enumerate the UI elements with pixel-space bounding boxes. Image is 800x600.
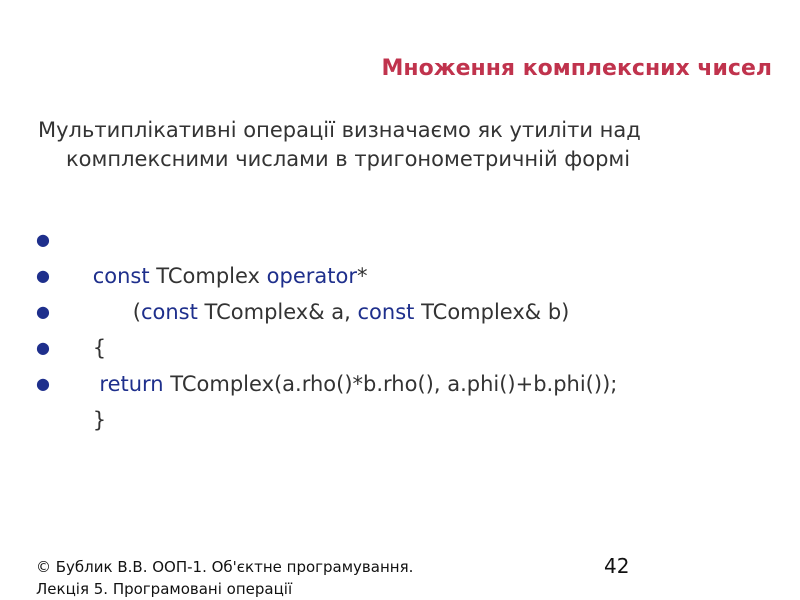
code-keyword: return	[99, 372, 164, 396]
code-text: (	[92, 300, 141, 324]
bullet-icon: ●	[36, 302, 50, 321]
code-keyword: const	[92, 264, 150, 288]
bullet-icon: ●	[36, 266, 50, 285]
code-keyword: const	[357, 300, 415, 324]
slide-title: Множення комплексних чисел	[381, 56, 772, 81]
code-text: TComplex& a,	[197, 300, 358, 324]
code-line-1	[36, 222, 617, 288]
code-line-5	[36, 366, 617, 432]
code-bullet-list	[36, 222, 618, 432]
bullet-icon: ●	[36, 230, 50, 249]
intro-line-2: комплексними числами в тригонометричній формі	[66, 147, 631, 171]
code-keyword: const	[140, 300, 198, 324]
code-line-3	[36, 294, 617, 360]
code-keyword: operator	[266, 264, 357, 288]
code-text: TComplex(a.rho()*b.rho(), a.phi()+b.phi());	[163, 372, 618, 396]
intro-line-1: Мультиплікативні операції визначаємо як утиліти над	[38, 118, 641, 142]
code-text: TComplex	[149, 264, 267, 288]
code-text: *	[356, 264, 368, 288]
intro-paragraph	[38, 116, 758, 174]
bullet-icon: ●	[36, 374, 50, 393]
bullet-icon: ●	[36, 338, 50, 357]
footer-line-1: © Бублик В.В. ООП-1. Об'єктне програмування.	[36, 558, 414, 576]
code-text: TComplex& b)	[414, 300, 570, 324]
page-number: 42	[604, 554, 630, 578]
footer-line-2: Лекція 5. Програмовані операції	[36, 580, 293, 598]
code-text: {	[92, 336, 107, 360]
code-text: }	[92, 408, 107, 432]
code-line-2	[36, 258, 617, 324]
footer-credits	[36, 556, 413, 600]
code-line-4	[36, 330, 618, 396]
